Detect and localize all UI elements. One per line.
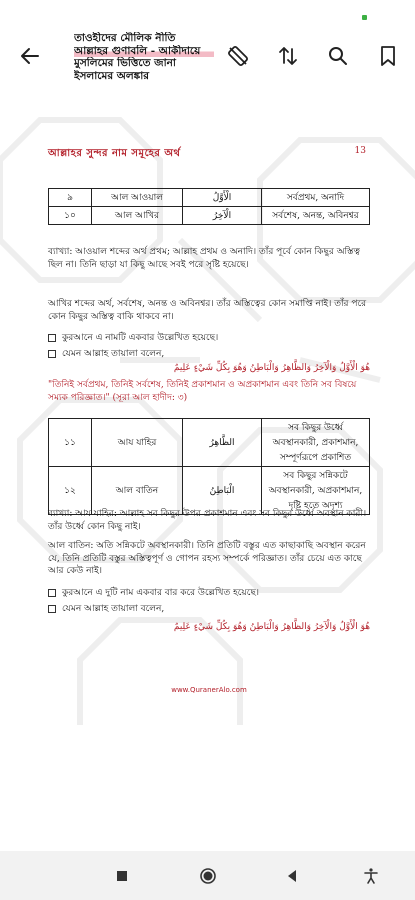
list-item [48,587,370,599]
name-bangla: আল আখির [92,207,183,225]
circle-icon [199,867,217,885]
status-bar [0,0,415,24]
bookmark-button[interactable] [366,34,410,78]
page-header [48,146,370,162]
name-meaning: সর্বশেষ, অনন্ত, অবিনশ্বর [262,207,370,225]
table-row [49,189,370,207]
search-button[interactable] [316,34,360,78]
pdf-page[interactable] [0,100,415,725]
table-row [49,419,370,467]
name-bangla: আল বাতিন [92,467,183,515]
name-arabic: الْبَاطِنُ [183,467,262,515]
list-item-text: কুরআনে এ দুটি নাম একবার বার করে উল্লেখিত হয়েছে। [62,588,259,598]
recents-button[interactable] [104,861,140,891]
system-navigation-bar [0,851,415,900]
rotate-lock-button[interactable] [216,34,260,78]
title-line: তাওহীদের মৌলিক নীতি [74,32,176,44]
name-meaning: সব কিছুর উর্ধ্বে অবস্থানকারী, প্রকাশমান, সম্পূর্ণরূপে প্রকাশিত [262,419,370,467]
checkbox-bullet-icon [48,605,56,613]
list-item [48,603,370,615]
list-item-text: কুরআনে এ নামটি একবার উল্লেখিত হয়েছে। [62,333,219,343]
row-number: ১০ [49,207,92,225]
checkbox-bullet-icon [48,589,56,597]
list-item [48,332,370,344]
name-arabic: الْأَوَّلُ [183,189,262,207]
explanation-paragraph: ব্যাখ্যা: আওয়াল শব্দের অর্থ প্রথম; আল্লাহ প্রথম ও অনাদি। তাঁর পূর্বে কোন কিছুর অস্তিত্ব ছিল না। তিনি ছাড়া যা কিছু আছে সবই পরে সৃষ্টি হয়েছে। [48,247,360,270]
arrow-left-icon [18,44,42,68]
row-number: ৯ [49,189,92,207]
page-number: 13 [354,146,366,156]
chapter-title: আল্লাহর সুন্দর নাম সমূহের অর্থ [48,148,181,159]
rotate-lock-icon [226,44,250,68]
swap-button[interactable] [266,34,310,78]
explanation-paragraph: ব্যাখ্যা: আয যাহির: আল্লাহ সব কিছুর উপর প্রকাশমান এবং সব কিছুর উর্ধ্বে অবস্থান কারী। তাঁর উর্ধ্বে কোন কিছু নাই। [48,509,367,532]
arabic-verse: هُوَ الْأَوَّلُ وَالْآخِرُ وَالظَّاهِرُ وَالْبَاطِنُ وَهُوَ بِكُلِّ شَيْءٍ عَلِيمٌ [173,622,370,632]
row-number: ১১ [49,419,92,467]
verse-translation: "তিনিই সর্বপ্রথম, তিনিই সর্বশেষ, তিনিই প্রকাশমান ও অপ্রকাশমান এবং তিনি সব বিষয়ে সম্যক পরিজ্ঞাত।" (সূরা আল হাদীদ: ৩) [48,380,357,403]
home-button[interactable] [190,861,226,891]
square-icon [113,867,131,885]
notification-dot [362,15,367,20]
list-item-text: যেমন আল্লাহ তায়ালা বলেন, [62,604,165,614]
names-table-1 [48,188,370,225]
search-icon [326,44,350,68]
triangle-back-icon [283,867,301,885]
bookmark-icon [376,44,400,68]
website-footer: www.QuranerAlo.com [171,686,247,694]
explanation-paragraph: আখির শব্দের অর্থ, সর্বশেষ, অনন্ত ও অবিনশ্বর। তাঁর অস্তিত্বের কোন সমাপ্তি নাই। তাঁর পরে কোন কিছুর অস্তিত্ব বাকি থাকবে না। [48,299,367,322]
name-bangla: আয যাহির [92,419,183,467]
document-title [74,32,214,82]
explanation-paragraph: আল বাতিন: অতি সন্নিকটে অবস্থানকারী। তিনি প্রতিটি বস্তুর এত কাছাকাছি অবস্থান করেন যে, তিনি প্রতিটি বস্তুর অস্তিত্বপূর্ণ ও গোপন রহস্য সম্পর্কে পরিজ্ঞাত। তাঁর চেয়ে এত কাছে আর কেউ নাই। [48,541,366,576]
checkbox-bullet-icon [48,334,56,342]
back-button[interactable] [8,34,52,78]
table-row [49,207,370,225]
name-meaning: সব কিছুর সন্নিকটে অবস্থানকারী, অপ্রকাশমান, দৃষ্টি হতে অদৃশ্য [262,467,370,515]
title-line: আল্লাহর গুণাবলি - আকীদায়ে [74,45,214,58]
name-arabic: الْآخِرُ [183,207,262,225]
name-meaning: সর্বপ্রথম, অনাদি [262,189,370,207]
accessibility-button[interactable] [353,861,389,891]
title-line: ইসলামের অলঙ্কার [74,69,150,82]
name-arabic: الظَّاهِرُ [183,419,262,467]
nav-back-button[interactable] [274,861,310,891]
top-toolbar [0,24,415,96]
swap-vertical-icon [276,44,300,68]
name-bangla: আল আওয়াল [92,189,183,207]
arabic-verse: هُوَ الْأَوَّلُ وَالْآخِرُ وَالظَّاهِرُ وَالْبَاطِنُ وَهُوَ بِكُلِّ شَيْءٍ عَلِيمٌ [173,363,370,373]
checkbox-bullet-icon [48,350,56,358]
accessibility-icon [362,867,380,885]
list-item [48,348,370,360]
title-line: মুসলিমের ভিত্তিতে জানা [74,57,176,69]
list-item-text: যেমন আল্লাহ তায়ালা বলেন, [62,349,165,359]
row-number: ১২ [49,467,92,515]
names-table-2 [48,418,370,515]
